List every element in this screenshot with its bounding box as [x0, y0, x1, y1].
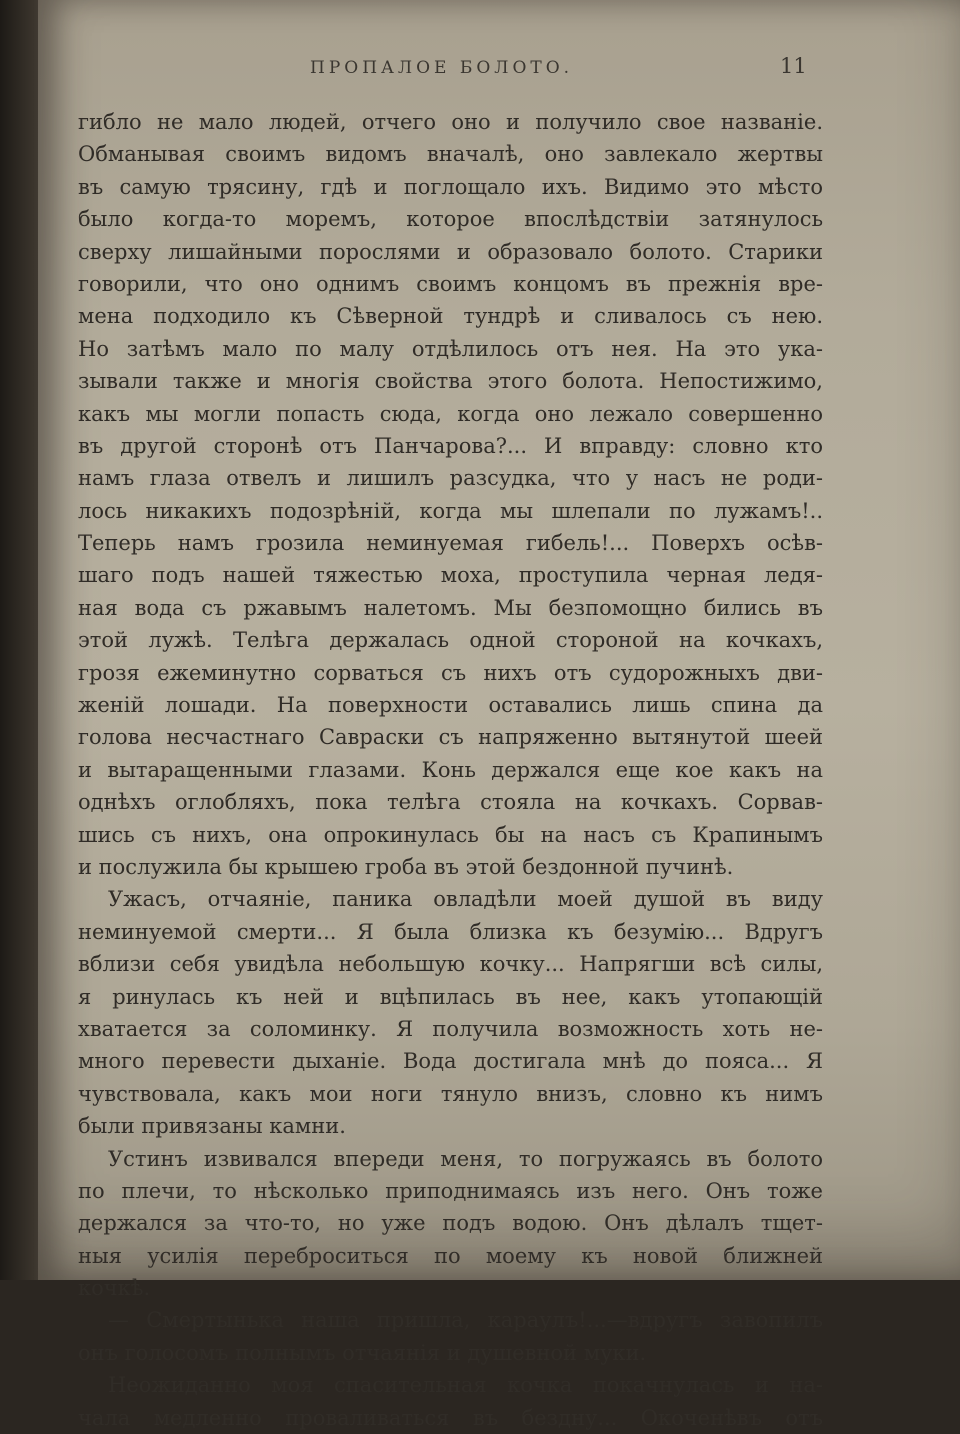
text-line: были привязаны камни.	[78, 1114, 346, 1139]
text-line: и послужила бы крышею гроба въ этой бездонной пучинѣ.	[78, 854, 734, 879]
text-line: лось никакихъ подозрѣній, когда мы шлепали по лужамъ!..	[78, 498, 823, 523]
text-line: грозя ежеминутно сорваться съ нихъ отъ судорожныхъ дви-	[78, 660, 823, 685]
text-line: вблизи себя увидѣла небольшую кочку... Напрягши всѣ силы,	[78, 952, 823, 977]
text-line: Ужасъ, отчаяніе, паника овладѣли моей душой въ виду	[108, 887, 823, 912]
text-line: держался за что-то, но уже подъ водою. Онъ дѣлалъ тщет-	[78, 1211, 823, 1236]
text-line: шаго подъ нашей тяжестью моха, проступила черная ледя-	[78, 563, 823, 588]
text-line: онъ голосомъ полнымъ отчаянія и душевной муки.	[78, 1340, 647, 1365]
text-line: сверху лишайными порослями и образовало болото. Старики	[78, 239, 823, 264]
text-line: голова несчастнаго Савраски съ напряженно вытянутой шеей	[78, 725, 823, 750]
text-line: много перевести дыханіе. Вода достигала мнѣ до пояса... Я	[78, 1049, 823, 1074]
text-line: въ другой сторонѣ отъ Панчарова?... И вправду: словно кто	[78, 433, 823, 458]
text-line: однѣхъ оглобляхъ, пока телѣга стояла на кочкахъ. Сорвав-	[78, 790, 823, 815]
text-line: этой лужѣ. Телѣга держалась одной стороной на кочкахъ,	[78, 628, 823, 653]
body-text	[78, 106, 823, 1434]
text-line: я ринулась къ ней и вцѣпилась въ нее, какъ утопающій	[78, 984, 823, 1009]
text-line: зывали также и многія свойства этого болота. Непостижимо,	[78, 369, 823, 394]
text-line: гибло не мало людей, отчего оно и получило свое названіе.	[78, 110, 823, 134]
text-line: неминуемой смерти... Я была близка къ безумію... Вдругъ	[78, 919, 823, 944]
text-line: какъ мы могли попасть сюда, когда оно лежало совершенно	[78, 401, 823, 426]
text-line: было когда-то моремъ, которое впослѣдствіи затянулось	[78, 207, 823, 232]
text-line: чала медленно проваливаться въ бездну... Окоченѣвъ отъ	[78, 1405, 823, 1430]
running-head-title: ПРОПАЛОЕ БОЛОТО.	[310, 58, 574, 78]
text-line: кочкѣ.	[78, 1276, 151, 1301]
text-line: говорили, что оно однимъ своимъ концомъ въ прежнія вре-	[78, 271, 823, 296]
text-line: ныя усилія переброситься по моему къ новой ближней	[78, 1243, 823, 1268]
text-line: шись съ нихъ, она опрокинулась бы на насъ съ Крапинымъ	[78, 822, 823, 847]
text-line: Теперь намъ грозила неминуемая гибель!... Поверхъ осѣв-	[78, 531, 823, 556]
text-line: Устинъ извивался впереди меня, то погружаясь въ болото	[108, 1146, 823, 1171]
text-line: мена подходило къ Сѣверной тундрѣ и сливалось съ нею.	[78, 304, 823, 329]
text-line: и вытаращенными глазами. Конь держался еще кое какъ на	[78, 757, 823, 782]
book-page	[38, 0, 960, 1430]
text-line: по плечи, то нѣсколько приподнимаясь изъ него. Онъ тоже	[78, 1178, 823, 1203]
text-line: въ самую трясину, гдѣ и поглощало ихъ. Видимо это мѣсто	[78, 174, 823, 199]
text-line: Обманывая своимъ видомъ вначалѣ, оно завлекало жертвы	[78, 142, 823, 167]
page-number: 11	[780, 54, 807, 78]
text-line: ная вода съ ржавымъ налетомъ. Мы безпомощно бились въ	[78, 595, 823, 620]
text-line: чувствовала, какъ мои ноги тянуло внизъ, словно къ нимъ	[78, 1081, 823, 1106]
text-line: Неожиданно моя спасительная кочка покачнулась и на-	[108, 1373, 823, 1398]
text-line: — Смертынька наша пришла, караулъ!...—вдругъ завопилъ	[108, 1308, 823, 1333]
text-line: Но затѣмъ мало по малу отдѣлилось отъ нея. На это ука-	[78, 336, 823, 361]
text-line: хватается за соломинку. Я получила возможность хоть не-	[78, 1016, 823, 1041]
text-line: намъ глаза отвелъ и лишилъ разсудка, что у насъ не роди-	[78, 466, 823, 491]
text-line: женій лошади. На поверхности оставались лишь спина да	[78, 693, 823, 718]
running-head	[38, 54, 960, 88]
